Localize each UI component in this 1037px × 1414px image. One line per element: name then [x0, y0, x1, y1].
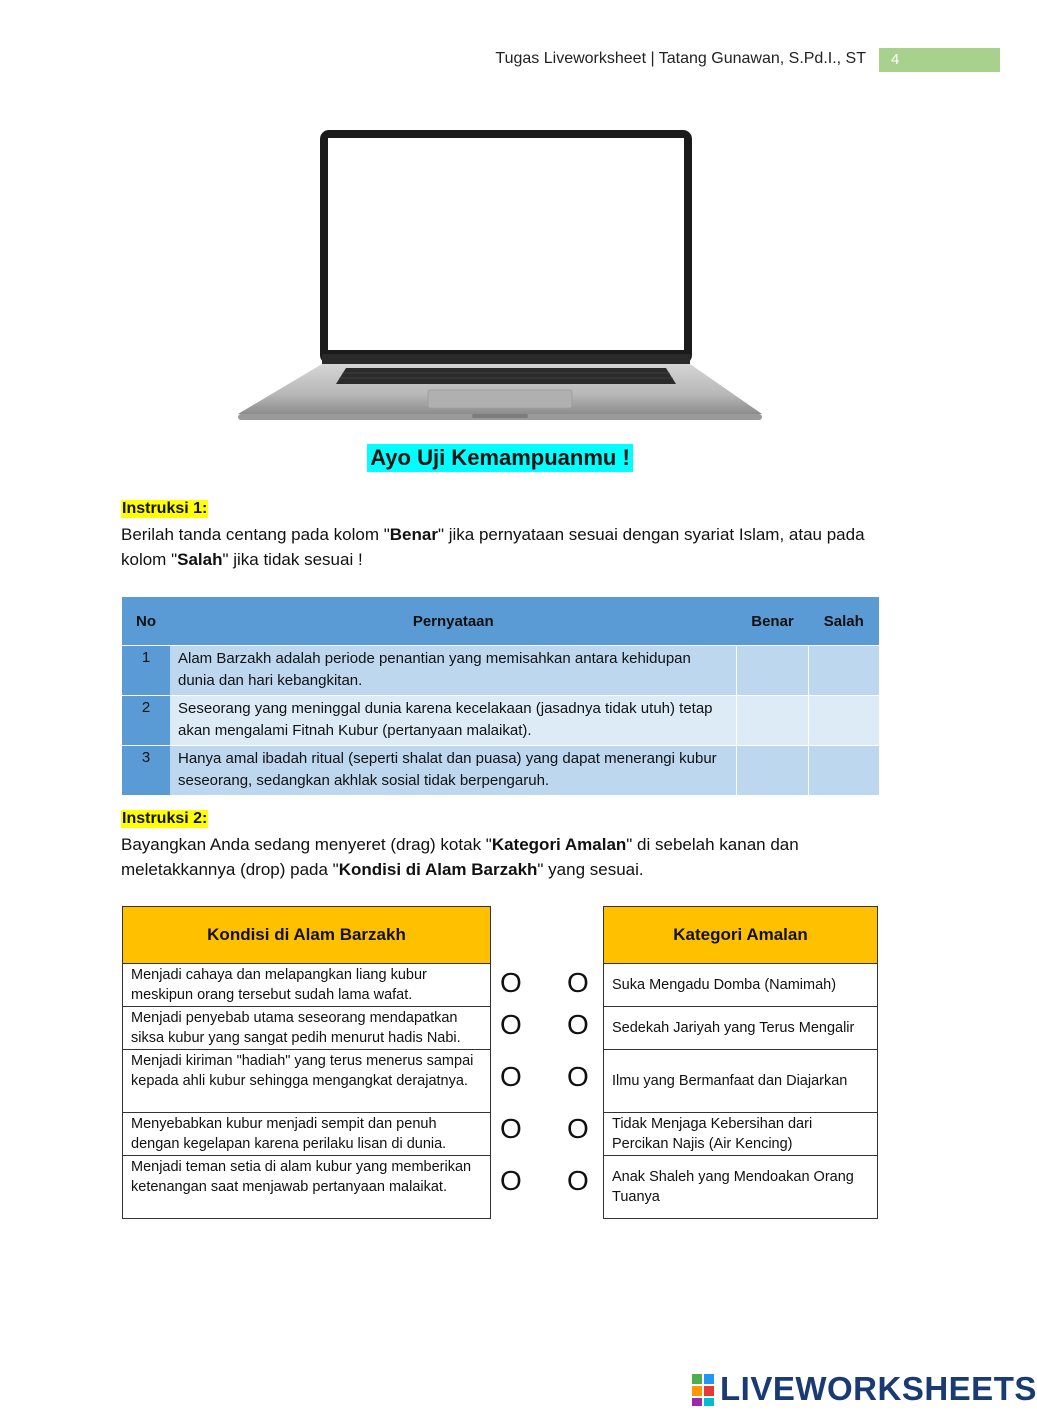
category-item[interactable]: Sedekah Jariyah yang Terus Mengalir	[604, 1007, 878, 1050]
category-table	[603, 906, 878, 1219]
category-item[interactable]: Suka Mengadu Domba (Namimah)	[604, 964, 878, 1007]
instruction1-text: Berilah tanda centang pada kolom "Benar" jika pernyataan sesuai dengan syariat Islam, atau pada kolom "Salah" jika tidak sesuai !	[121, 525, 865, 569]
table-row	[122, 746, 879, 796]
header-true: Benar	[737, 597, 809, 646]
instruction1-label: Instruksi 1:	[122, 500, 208, 517]
condition-table	[122, 906, 491, 1219]
table-row	[122, 696, 879, 746]
header-false: Salah	[809, 597, 880, 646]
page-number: 4	[879, 48, 1000, 72]
left-connector-circle[interactable]: O	[500, 1165, 522, 1196]
left-connector-circle[interactable]: O	[500, 967, 522, 998]
condition-item: Menjadi penyebab utama seseorang mendapatkan siksa kubur yang sangat pedih menurut hadis Nabi.	[123, 1007, 491, 1050]
right-connector-circle[interactable]: O	[567, 1113, 589, 1144]
true-checkbox[interactable]	[737, 746, 809, 796]
row-statement: Seseorang yang meninggal dunia karena kecelakaan (jasadnya tidak utuh) tetap akan mengalami Fitnah Kubur (pertanyaan malaikat).	[170, 696, 737, 746]
condition-item: Menjadi teman setia di alam kubur yang memberikan ketenangan saat menjawab pertanyaan malaikat.	[123, 1156, 491, 1219]
condition-header: Kondisi di Alam Barzakh	[123, 907, 491, 964]
right-connector-circle[interactable]: O	[567, 1061, 589, 1092]
instruction2-label: Instruksi 2:	[122, 810, 208, 827]
row-number: 1	[122, 646, 170, 696]
false-checkbox[interactable]	[809, 746, 880, 796]
page-header	[0, 48, 1000, 74]
true-checkbox[interactable]	[737, 646, 809, 696]
header-statement: Pernyataan	[170, 597, 737, 646]
left-connector-circle[interactable]: O	[500, 1061, 522, 1092]
condition-item: Menjadi kiriman "hadiah" yang terus menerus sampai kepada ahli kubur sehingga mengangkat derajatnya.	[123, 1050, 491, 1113]
false-checkbox[interactable]	[809, 646, 880, 696]
left-connector-circle[interactable]: O	[500, 1009, 522, 1040]
condition-item: Menjadi cahaya dan melapangkan liang kubur meskipun orang tersebut sudah lama wafat.	[123, 964, 491, 1007]
left-connector-circle[interactable]: O	[500, 1113, 522, 1144]
category-item[interactable]: Ilmu yang Bermanfaat dan Diajarkan	[604, 1050, 878, 1113]
header-no: No	[122, 597, 170, 646]
header-text: Tugas Liveworksheet | Tatang Gunawan, S.Pd.I., ST	[495, 50, 866, 67]
category-header: Kategori Amalan	[604, 907, 878, 964]
category-item[interactable]: Anak Shaleh yang Mendoakan Orang Tuanya	[604, 1156, 878, 1219]
laptop-image	[236, 128, 764, 424]
right-connector-circle[interactable]: O	[567, 967, 589, 998]
row-number: 3	[122, 746, 170, 796]
liveworksheets-logo-text: LIVEWORKSHEETS	[720, 1370, 1037, 1407]
row-statement: Alam Barzakh adalah periode penantian yang memisahkan antara kehidupan dunia dan hari kebangkitan.	[170, 646, 737, 696]
row-statement: Hanya amal ibadah ritual (seperti shalat dan puasa) yang dapat menerangi kubur seseorang, sedangkan akhlak sosial tidak berpengaruh.	[170, 746, 737, 796]
right-connector-circle[interactable]: O	[567, 1009, 589, 1040]
true-checkbox[interactable]	[737, 696, 809, 746]
true-false-table	[122, 597, 879, 795]
liveworksheets-logo-icon	[692, 1372, 716, 1408]
instruction2-text: Bayangkan Anda sedang menyeret (drag) kotak "Kategori Amalan" di sebelah kanan dan meletakkannya (drop) pada "Kondisi di Alam Barzakh" yang sesuai.	[121, 835, 799, 879]
condition-item: Menyebabkan kubur menjadi sempit dan penuh dengan kegelapan karena perilaku lisan di dunia.	[123, 1113, 491, 1156]
right-connector-circle[interactable]: O	[567, 1165, 589, 1196]
worksheet-title: Ayo Uji Kemampuanmu !	[367, 444, 633, 472]
table-row	[122, 646, 879, 696]
table-header-row	[122, 597, 879, 646]
category-item[interactable]: Tidak Menjaga Kebersihan dari Percikan Najis (Air Kencing)	[604, 1113, 878, 1156]
row-number: 2	[122, 696, 170, 746]
false-checkbox[interactable]	[809, 696, 880, 746]
